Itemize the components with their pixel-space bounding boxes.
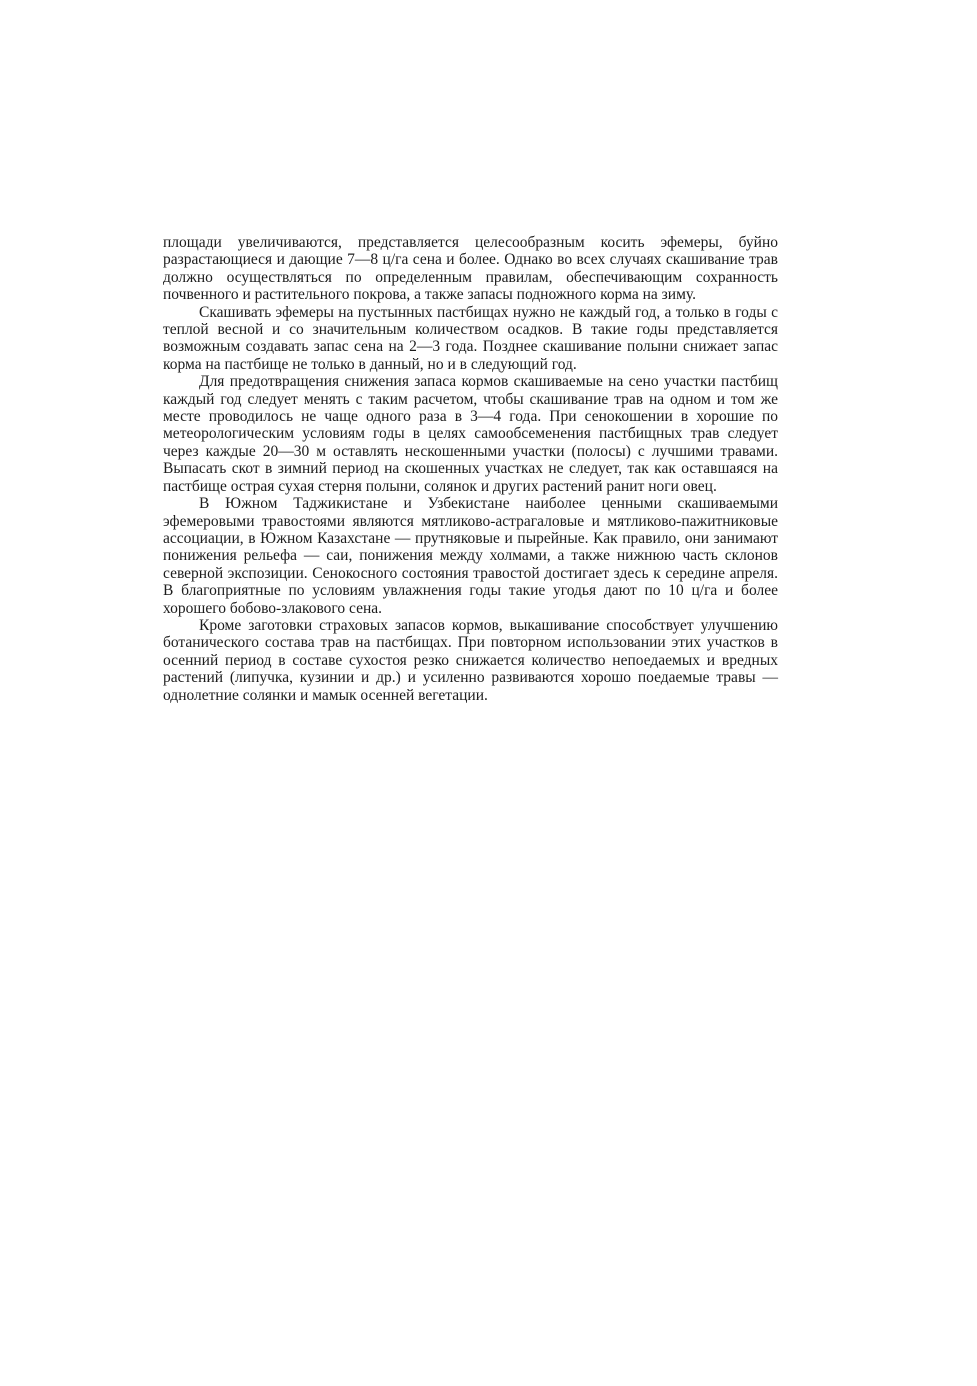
- paragraph-3: Для предотвращения снижения запаса кормов скашиваемые на сено участки пастбищ каждый год следует менять с таким расчетом, чтобы скашивание трав на одном и том же месте проводилось не чаще одного раза в 3—4 года. При сенокошении в хорошие по метеорологическим условиям годы в целях самообсеменения пастбищных трав следует через каждые 20—30 м оставлять нескошенными участки (полосы) с лучшими травами. Выпасать скот в зимний период на скошенных участках не следует, так как оставшаяся на пастбище острая сухая стерня полыни, солянок и других растений ранит ноги овец.: [163, 373, 778, 495]
- document-body: [163, 234, 778, 704]
- paragraph-5: Кроме заготовки страховых запасов кормов, выкашивание способствует улучшению ботанического состава трав на пастбищах. При повторном использовании этих участков в осенний период в составе сухостоя резко снижается количество непоедаемых и вредных растений (липучка, кузинии и др.) и усиленно развиваются хорошо поедаемые травы — однолетние солянки и мамык осенней вегетации.: [163, 616, 778, 704]
- paragraph-4: В Южном Таджикистане и Узбекистане наиболее ценными скашиваемыми эфемеровыми травостоями являются мятликово-астрагаловые и мятликово-пажитниковые ассоциации, в Южном Казахстане — прутняковые и пырейные. Как правило, они занимают понижения рельефа — саи, понижения между холмами, а также нижнюю часть склонов северной экспозиции. Сенокосного состояния травостой достигает здесь к середине апреля. В благоприятные по условиям увлажнения годы такие угодья дают по 10 ц/га и более хорошего бобово-злакового сена.: [163, 495, 778, 617]
- paragraph-2: Скашивать эфемеры на пустынных пастбищах нужно не каждый год, а только в годы с теплой весной и со значительным количеством осадков. В такие годы представляется возможным создавать запас сена на 2—3 года. Позднее скашивание полыни снижает запас корма на пастбище не только в данный, но и в следующий год.: [163, 303, 778, 373]
- paragraph-1: площади увеличиваются, представляется целесообразным косить эфемеры, буйно разрастающиеся и дающие 7—8 ц/га сена и более. Однако во всех случаях скашивание трав должно осуществляться по определенным правилам, обеспечивающим сохранность почвенного и растительного покрова, а также запасы подножного корма на зиму.: [163, 234, 778, 304]
